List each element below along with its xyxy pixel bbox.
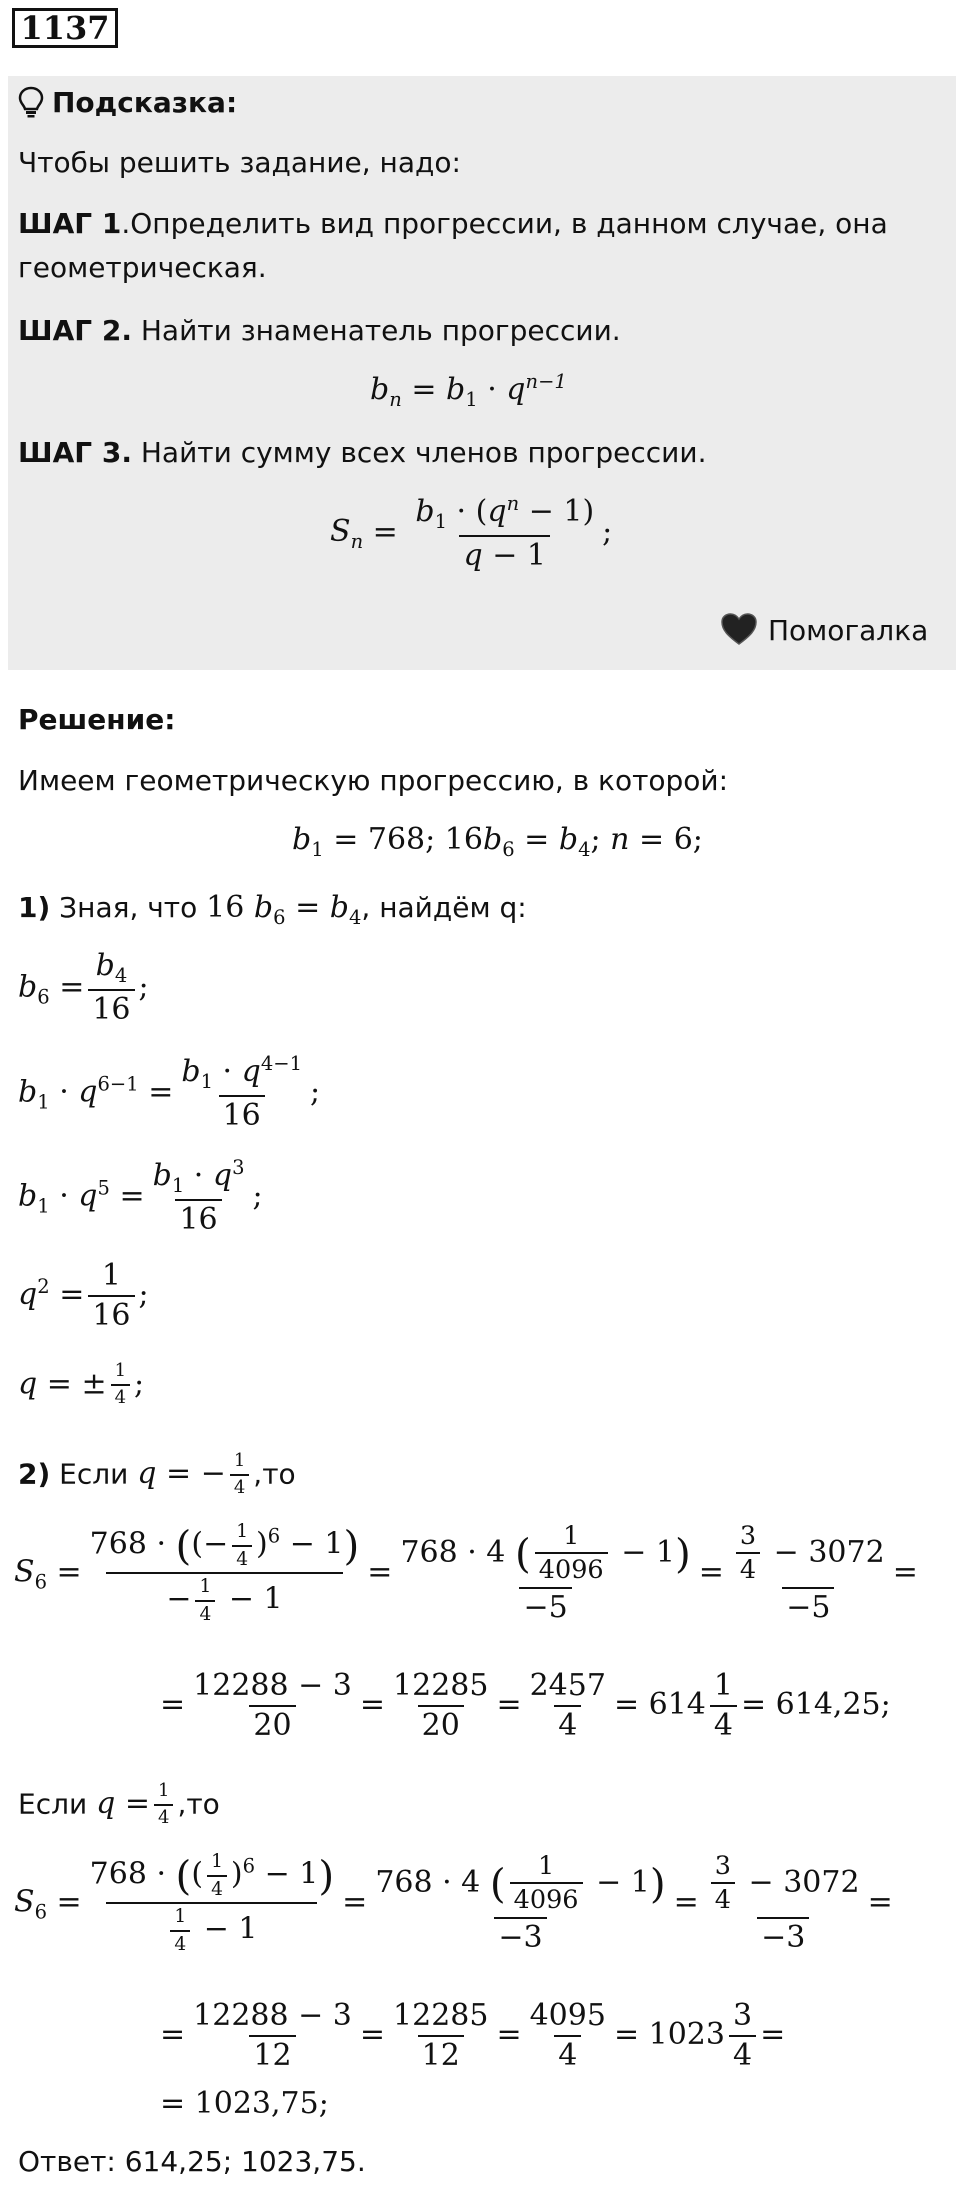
given-values: $b_1 = 768$; $16b_6 = b_4$; n = 6;: [292, 822, 703, 861]
solution-title: Решение:: [18, 703, 176, 736]
hint-step1-cont: геометрическая.: [18, 251, 267, 284]
brand-mark: [720, 612, 928, 647]
hint-step1: [18, 207, 888, 240]
hint-step3: [18, 436, 706, 469]
hint-title: [18, 86, 237, 119]
eq-s6-pos-line2: = $\frac{12288 - 3}{12}$ = $\frac{12285}{12}$ = $\frac{4095}{4}$ = 1023 $\frac{3}{4}$ =: [160, 1998, 786, 2073]
hint-title-text: Подсказка:: [52, 86, 238, 119]
step3-label: ШАГ 3.: [18, 436, 132, 469]
eq-s6-neg-line2: = $\frac{12288 - 3}{20}$ = $\frac{12285}{20}$ = $\frac{2457}{4}$ = 614 $\frac{1}{4}$ = 614,25;: [160, 1668, 891, 1743]
formula-bn: $b_n = b_1 \cdot q^{n-1}$: [370, 370, 567, 411]
lightbulb-icon: [18, 86, 44, 118]
eq-s6-neg-line1: $S_6$ = 768 · ((− $\frac{1}{4}$ )$^6$ − 1) − $\frac{1}{4}$ − 1 = 768 · 4 ( $\frac{1}{4096}$ − 1) −5 = $\frac{3}{4}$ − 3072 −5 =: [14, 1520, 918, 1626]
part1-header: 1) Зная, что 16 $b_6 = b_4$, найдём q:: [18, 890, 527, 929]
eq-b1q5: $b_1 \cdot q^5$ = $\frac{b_1 \cdot q^3}{16}$ ;: [18, 1156, 263, 1238]
formula-sn: $S_n$ = $\frac{b_1 \cdot (q^n - 1)}{q - 1}$ ;: [330, 492, 613, 574]
task-number: 1137: [12, 8, 118, 48]
hint-intro: Чтобы решить задание, надо:: [18, 146, 461, 179]
brand-text: Помогалка: [768, 614, 929, 647]
step2-label: ШАГ 2.: [18, 314, 132, 347]
solution-intro: Имеем геометрическую прогрессию, в которой:: [18, 764, 729, 797]
eq-b6: $b_6$ = $\frac{b_4}{16}$ ;: [18, 948, 149, 1028]
eq-s6-pos-line3: = 1023,75;: [160, 2086, 329, 2121]
part3-header: Если q = $\frac{1}{4}$ ,то: [18, 1780, 220, 1828]
step1-label: ШАГ 1: [18, 207, 122, 240]
hint-step2: [18, 314, 621, 347]
heart-icon: [720, 612, 758, 646]
step3-text: Найти сумму всех членов прогрессии.: [131, 436, 707, 469]
step2-text: Найти знаменатель прогрессии.: [131, 314, 621, 347]
eq-q: q = ± $\frac{1}{4}$ ;: [18, 1360, 145, 1408]
step1-text: .Определить вид прогрессии, в данном случае, она: [121, 207, 888, 240]
part2-header: 2) Если q = − $\frac{1}{4}$ ,то: [18, 1450, 296, 1498]
answer: Ответ: 614,25; 1023,75.: [18, 2145, 366, 2178]
eq-q2: $q^2$ = $\frac{1}{16}$ ;: [18, 1258, 149, 1333]
eq-s6-pos-line1: $S_6$ = 768 · (( $\frac{1}{4}$ )$^6$ − 1) $\frac{1}{4}$ − 1 = 768 · 4 ( $\frac{1}{4096}$ − 1) −3 = $\frac{3}{4}$ − 3072 −3 =: [14, 1850, 893, 1956]
eq-b1q: $b_1 \cdot q^{6-1}$ = $\frac{b_1 \cdot q^{4-1}}{16}$ ;: [18, 1052, 321, 1134]
